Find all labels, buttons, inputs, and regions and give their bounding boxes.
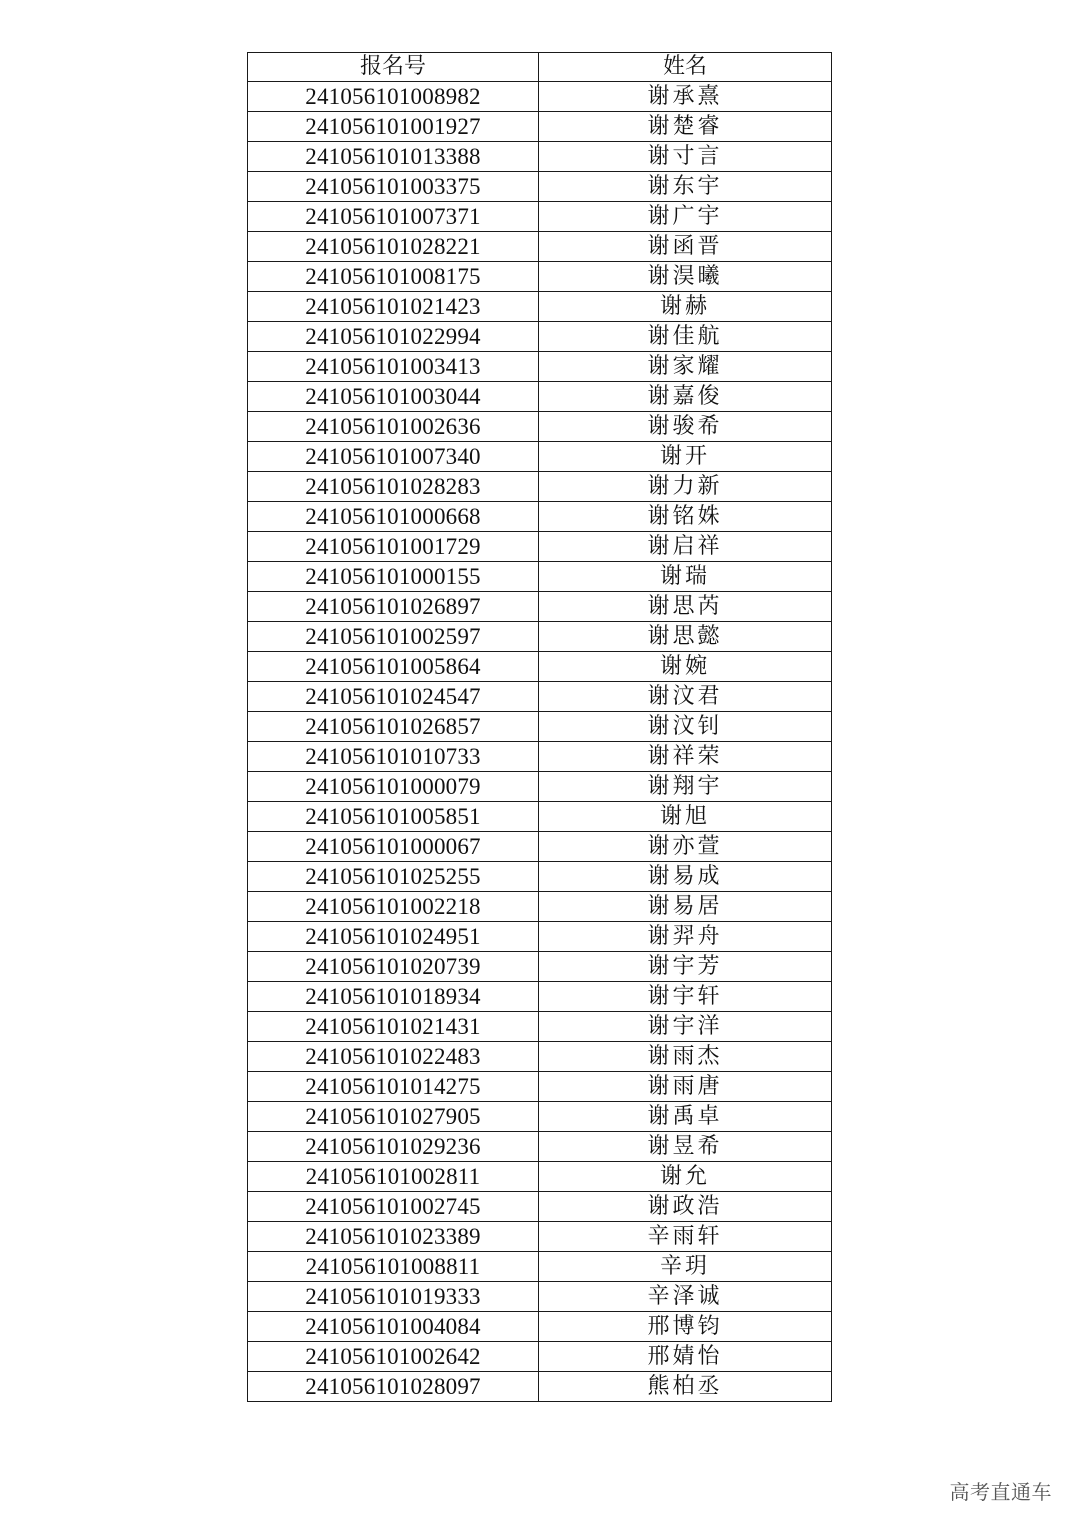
table-row bbox=[248, 1102, 832, 1132]
registration-number-cell: 241056101026857 bbox=[248, 712, 539, 742]
registration-number-cell: 241056101002642 bbox=[248, 1342, 539, 1372]
registration-number-cell: 241056101003375 bbox=[248, 172, 539, 202]
registration-number-cell: 241056101001927 bbox=[248, 112, 539, 142]
name-cell: 谢寸言 bbox=[539, 142, 832, 172]
name-cell: 谢骏希 bbox=[539, 412, 832, 442]
name-cell: 谢铭姝 bbox=[539, 502, 832, 532]
name-cell: 谢瑞 bbox=[539, 562, 832, 592]
registration-number-cell: 241056101026897 bbox=[248, 592, 539, 622]
name-cell: 谢翔宇 bbox=[539, 772, 832, 802]
watermark-text: 高考直通车 bbox=[949, 1480, 1052, 1504]
name-cell: 谢羿舟 bbox=[539, 922, 832, 952]
table-row bbox=[248, 232, 832, 262]
registration-number-cell: 241056101005864 bbox=[248, 652, 539, 682]
table-row bbox=[248, 442, 832, 472]
name-cell: 谢禹卓 bbox=[539, 1102, 832, 1132]
name-cell: 谢启祥 bbox=[539, 532, 832, 562]
table-row bbox=[248, 712, 832, 742]
name-cell: 谢汶钊 bbox=[539, 712, 832, 742]
column-header-registration-number: 报名号 bbox=[248, 53, 539, 82]
table-row bbox=[248, 82, 832, 112]
table-row bbox=[248, 112, 832, 142]
table-row bbox=[248, 622, 832, 652]
registration-number-cell: 241056101002745 bbox=[248, 1192, 539, 1222]
name-cell: 谢力新 bbox=[539, 472, 832, 502]
registration-number-cell: 241056101000668 bbox=[248, 502, 539, 532]
name-cell: 谢思芮 bbox=[539, 592, 832, 622]
table-row bbox=[248, 1132, 832, 1162]
table-row bbox=[248, 952, 832, 982]
registration-number-cell: 241056101022483 bbox=[248, 1042, 539, 1072]
table-row bbox=[248, 1162, 832, 1192]
registration-number-cell: 241056101014275 bbox=[248, 1072, 539, 1102]
table-row bbox=[248, 202, 832, 232]
column-header-name: 姓名 bbox=[539, 53, 832, 82]
name-cell: 邢婧怡 bbox=[539, 1342, 832, 1372]
registration-number-cell: 241056101008175 bbox=[248, 262, 539, 292]
name-cell: 辛雨轩 bbox=[539, 1222, 832, 1252]
registration-number-cell: 241056101002597 bbox=[248, 622, 539, 652]
name-cell: 谢广宇 bbox=[539, 202, 832, 232]
name-cell: 辛玥 bbox=[539, 1252, 832, 1282]
registration-number-cell: 241056101019333 bbox=[248, 1282, 539, 1312]
name-cell: 谢旭 bbox=[539, 802, 832, 832]
table-row bbox=[248, 832, 832, 862]
table-row bbox=[248, 1072, 832, 1102]
table-row bbox=[248, 472, 832, 502]
name-cell: 谢雨杰 bbox=[539, 1042, 832, 1072]
registration-number-cell: 241056101020739 bbox=[248, 952, 539, 982]
registration-number-cell: 241056101010733 bbox=[248, 742, 539, 772]
registration-number-cell: 241056101028097 bbox=[248, 1372, 539, 1402]
table-row bbox=[248, 562, 832, 592]
name-cell: 谢亦萱 bbox=[539, 832, 832, 862]
table-row bbox=[248, 142, 832, 172]
table-row bbox=[248, 592, 832, 622]
registration-number-cell: 241056101028283 bbox=[248, 472, 539, 502]
name-cell: 谢雨唐 bbox=[539, 1072, 832, 1102]
table-row bbox=[248, 922, 832, 952]
table-body bbox=[248, 82, 832, 1402]
name-cell: 谢嘉俊 bbox=[539, 382, 832, 412]
name-cell: 谢开 bbox=[539, 442, 832, 472]
registration-number-cell: 241056101028221 bbox=[248, 232, 539, 262]
registration-number-cell: 241056101003044 bbox=[248, 382, 539, 412]
registration-number-cell: 241056101027905 bbox=[248, 1102, 539, 1132]
table-row bbox=[248, 1042, 832, 1072]
table-row bbox=[248, 262, 832, 292]
registration-number-cell: 241056101013388 bbox=[248, 142, 539, 172]
table-row bbox=[248, 862, 832, 892]
name-cell: 谢东宇 bbox=[539, 172, 832, 202]
name-cell: 谢承熹 bbox=[539, 82, 832, 112]
name-cell: 谢汶君 bbox=[539, 682, 832, 712]
table-row bbox=[248, 322, 832, 352]
table-row bbox=[248, 502, 832, 532]
table-row bbox=[248, 352, 832, 382]
registration-number-cell: 241056101003413 bbox=[248, 352, 539, 382]
registration-number-cell: 241056101000067 bbox=[248, 832, 539, 862]
table-row bbox=[248, 682, 832, 712]
name-cell: 谢昱希 bbox=[539, 1132, 832, 1162]
name-cell: 谢楚睿 bbox=[539, 112, 832, 142]
registration-number-cell: 241056101001729 bbox=[248, 532, 539, 562]
table-row bbox=[248, 1252, 832, 1282]
registration-number-cell: 241056101021423 bbox=[248, 292, 539, 322]
name-cell: 谢淏曦 bbox=[539, 262, 832, 292]
name-cell: 邢博钧 bbox=[539, 1312, 832, 1342]
name-cell: 谢允 bbox=[539, 1162, 832, 1192]
name-cell: 谢赫 bbox=[539, 292, 832, 322]
table-row bbox=[248, 1192, 832, 1222]
name-cell: 谢家耀 bbox=[539, 352, 832, 382]
name-cell: 谢宇轩 bbox=[539, 982, 832, 1012]
registration-number-cell: 241056101024547 bbox=[248, 682, 539, 712]
name-cell: 谢易居 bbox=[539, 892, 832, 922]
registration-number-cell: 241056101024951 bbox=[248, 922, 539, 952]
roster-table bbox=[247, 52, 832, 1402]
table-row bbox=[248, 532, 832, 562]
name-cell: 谢思懿 bbox=[539, 622, 832, 652]
registration-number-cell: 241056101023389 bbox=[248, 1222, 539, 1252]
table-row bbox=[248, 1282, 832, 1312]
table-row bbox=[248, 802, 832, 832]
registration-number-cell: 241056101029236 bbox=[248, 1132, 539, 1162]
table-row bbox=[248, 412, 832, 442]
registration-number-cell: 241056101021431 bbox=[248, 1012, 539, 1042]
table-row bbox=[248, 1372, 832, 1402]
table-row bbox=[248, 1342, 832, 1372]
table-row bbox=[248, 892, 832, 922]
name-cell: 谢宇芳 bbox=[539, 952, 832, 982]
registration-number-cell: 241056101002811 bbox=[248, 1162, 539, 1192]
name-cell: 谢政浩 bbox=[539, 1192, 832, 1222]
table-row bbox=[248, 382, 832, 412]
name-cell: 辛泽诚 bbox=[539, 1282, 832, 1312]
table-row bbox=[248, 742, 832, 772]
name-cell: 熊柏丞 bbox=[539, 1372, 832, 1402]
table-row bbox=[248, 1012, 832, 1042]
table-row bbox=[248, 982, 832, 1012]
registration-number-cell: 241056101008982 bbox=[248, 82, 539, 112]
registration-number-cell: 241056101002636 bbox=[248, 412, 539, 442]
registration-number-cell: 241056101018934 bbox=[248, 982, 539, 1012]
registration-number-cell: 241056101022994 bbox=[248, 322, 539, 352]
table-row bbox=[248, 1222, 832, 1252]
table-row bbox=[248, 652, 832, 682]
registration-number-cell: 241056101000155 bbox=[248, 562, 539, 592]
name-cell: 谢函晋 bbox=[539, 232, 832, 262]
table-header-row bbox=[248, 53, 832, 82]
table-row bbox=[248, 292, 832, 322]
name-cell: 谢婉 bbox=[539, 652, 832, 682]
name-cell: 谢佳航 bbox=[539, 322, 832, 352]
registration-number-cell: 241056101000079 bbox=[248, 772, 539, 802]
registration-number-cell: 241056101025255 bbox=[248, 862, 539, 892]
registration-number-cell: 241056101004084 bbox=[248, 1312, 539, 1342]
name-cell: 谢宇洋 bbox=[539, 1012, 832, 1042]
table-row bbox=[248, 1312, 832, 1342]
table-row bbox=[248, 172, 832, 202]
name-cell: 谢祥荣 bbox=[539, 742, 832, 772]
name-cell: 谢易成 bbox=[539, 862, 832, 892]
registration-number-cell: 241056101007340 bbox=[248, 442, 539, 472]
registration-number-cell: 241056101007371 bbox=[248, 202, 539, 232]
registration-number-cell: 241056101008811 bbox=[248, 1252, 539, 1282]
registration-number-cell: 241056101002218 bbox=[248, 892, 539, 922]
table-row bbox=[248, 772, 832, 802]
registration-number-cell: 241056101005851 bbox=[248, 802, 539, 832]
